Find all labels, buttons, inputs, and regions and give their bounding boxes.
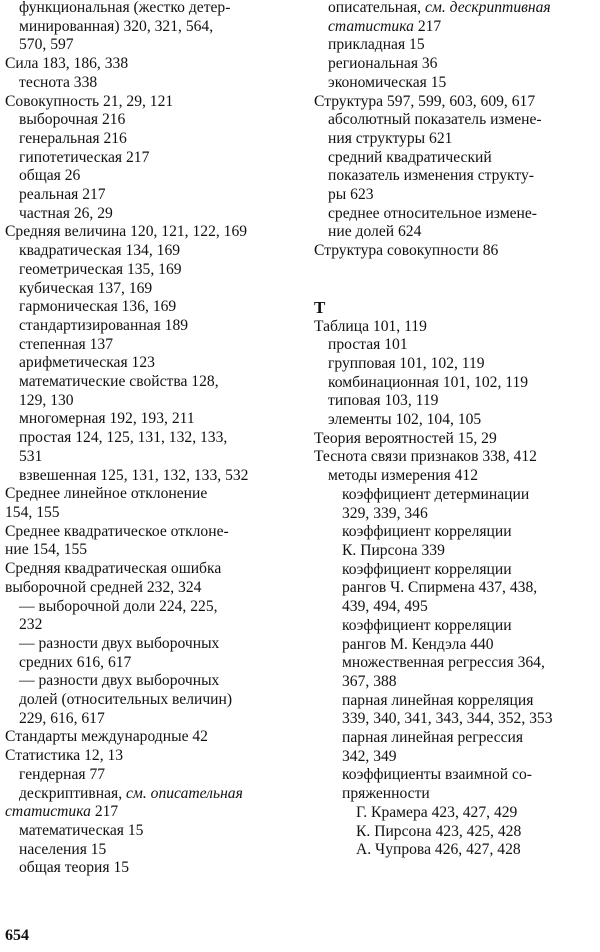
index-subentry: 342, 349 xyxy=(342,747,397,765)
index-subentry: ры 623 xyxy=(328,186,374,204)
index-entry: 154, 155 xyxy=(5,503,60,521)
index-subentry: рангов Ч. Спирмена 437, 438, xyxy=(342,579,538,597)
index-subentry: теснота 338 xyxy=(19,73,98,91)
index-subentry: простая 101 xyxy=(328,336,408,354)
cross-reference: статистика xyxy=(5,803,91,821)
page-number: 654 xyxy=(5,927,29,944)
index-subentry: степенная 137 xyxy=(19,335,113,353)
index-subentry: 229, 616, 617 xyxy=(19,709,105,727)
index-subentry: геометрическая 135, 169 xyxy=(19,260,182,278)
index-subentry: 232 xyxy=(19,616,43,634)
index-subentry: К. Пирсона 423, 425, 428 xyxy=(356,822,522,840)
index-subentry: экономическая 15 xyxy=(328,73,447,91)
index-subentry xyxy=(314,0,598,18)
index-subentry: простая 124, 125, 131, 132, 133, xyxy=(19,429,228,447)
index-subentry: выборочная 216 xyxy=(19,111,126,129)
index-subentry: общая 26 xyxy=(19,167,81,185)
section-gap xyxy=(314,261,598,299)
index-subentry: 339, 340, 341, 343, 344, 352, 353 xyxy=(342,710,553,728)
index-column-right xyxy=(314,0,598,860)
index-entry: Среднее линейное отклонение xyxy=(5,485,208,503)
index-subentry: гендерная 77 xyxy=(19,765,106,783)
index-subentry xyxy=(5,785,295,804)
index-column-left xyxy=(5,0,295,878)
index-entry: Теснота связи признаков 338, 412 xyxy=(314,448,537,466)
index-subentry: гипотетическая 217 xyxy=(19,148,150,166)
index-entry xyxy=(5,803,295,822)
entry-text: описательная, xyxy=(328,0,425,16)
index-entry: Средняя величина 120, 121, 122, 169 xyxy=(5,223,248,241)
index-subentry: 367, 388 xyxy=(342,672,397,690)
index-entry: Структура 597, 599, 603, 609, 617 xyxy=(314,92,536,110)
index-entry: Совокупность 21, 29, 121 xyxy=(5,92,174,110)
index-subentry: функциональная (жестко детер- xyxy=(19,0,231,16)
index-entry: Среднее квадратическое отклоне- xyxy=(5,522,229,540)
entry-text: дескриптивная, xyxy=(19,784,126,802)
index-subentry: региональная 36 xyxy=(328,55,438,73)
index-subentry: абсолютный показатель измене- xyxy=(328,111,542,129)
index-subentry: 439, 494, 495 xyxy=(342,598,428,616)
index-subentry: типовая 103, 119 xyxy=(328,392,439,410)
cross-reference: см. дескриптивная xyxy=(424,0,551,16)
index-subentry: парная линейная корреляция xyxy=(342,691,534,709)
index-subentry: математические свойства 128, xyxy=(19,373,219,391)
index-subentry: методы измерения 412 xyxy=(328,467,478,485)
index-subentry: комбинационная 101, 102, 119 xyxy=(328,373,529,391)
index-subentry: многомерная 192, 193, 211 xyxy=(19,410,195,428)
index-subentry: общая теория 15 xyxy=(19,859,130,877)
section-letter: Т xyxy=(314,297,326,317)
entry-text: 217 xyxy=(413,17,442,35)
index-subentry: ния структуры 621 xyxy=(328,129,453,147)
cross-reference: см. описательная xyxy=(126,784,243,802)
index-entry: Стандарты международные 42 xyxy=(5,728,208,746)
index-subentry: 129, 130 xyxy=(19,391,74,409)
index-subentry: минированная) 320, 321, 564, xyxy=(19,17,214,35)
index-subentry: групповая 101, 102, 119 xyxy=(328,354,485,372)
index-subentry: взвешенная 125, 131, 132, 133, 532 xyxy=(19,466,249,484)
index-subentry: средний квадратический xyxy=(328,148,492,166)
index-subentry: коэффициент корреляции xyxy=(342,523,512,541)
index-subentry: коэффициент детерминации xyxy=(342,485,530,503)
index-subentry: множественная регрессия 364, xyxy=(342,654,545,672)
index-subentry: населения 15 xyxy=(19,840,107,858)
index-subentry: коэффициенты взаимной со- xyxy=(342,766,532,784)
index-subentry: К. Пирсона 339 xyxy=(342,541,445,559)
index-subentry: элементы 102, 104, 105 xyxy=(328,411,482,429)
index-subentry: А. Чупрова 426, 427, 428 xyxy=(356,841,521,859)
index-subentry: стандартизированная 189 xyxy=(19,316,189,334)
index-subentry: рангов М. Кендэла 440 xyxy=(342,635,494,653)
index-subentry: прикладная 15 xyxy=(328,36,425,54)
index-subentry: квадратическая 134, 169 xyxy=(19,242,181,260)
index-subentry: ние долей 624 xyxy=(328,223,422,241)
index-subentry: генеральная 216 xyxy=(19,129,127,147)
index-subentry: коэффициент корреляции xyxy=(342,560,512,578)
index-subentry: реальная 217 xyxy=(19,186,106,204)
index-subentry: пряженности xyxy=(342,785,430,803)
index-subentry: 329, 339, 346 xyxy=(342,504,428,522)
entry-text: 217 xyxy=(90,803,119,821)
index-entry: Сила 183, 186, 338 xyxy=(5,55,129,73)
index-entry: Теория вероятностей 15, 29 xyxy=(314,429,497,447)
index-entry: ние 154, 155 xyxy=(5,541,88,559)
index-entry: Статистика 12, 13 xyxy=(5,747,124,765)
index-subentry: частная 26, 29 xyxy=(19,204,113,222)
index-subentry xyxy=(314,18,598,37)
index-entry: Таблица 101, 119 xyxy=(314,317,427,335)
index-subentry: математическая 15 xyxy=(19,821,144,839)
index-subentry: среднее относительное измене- xyxy=(328,204,537,222)
index-subentry: парная линейная регрессия xyxy=(342,729,524,747)
index-subentry: арифметическая 123 xyxy=(19,354,155,372)
cross-reference: статистика xyxy=(328,17,414,35)
index-entry: Структура совокупности 86 xyxy=(314,242,499,260)
index-subentry: 531 xyxy=(19,447,43,465)
index-subentry: показатель изменения структу- xyxy=(328,167,534,185)
index-subentry: кубическая 137, 169 xyxy=(19,279,153,297)
index-subentry: гармоническая 136, 169 xyxy=(19,298,177,316)
index-subentry: 570, 597 xyxy=(19,36,74,54)
index-entry: Средняя квадратическая ошибка xyxy=(5,560,222,578)
index-subentry: Г. Крамера 423, 427, 429 xyxy=(356,803,518,821)
index-subentry: — разности двух выборочных xyxy=(19,634,220,652)
index-subentry: средних 616, 617 xyxy=(19,653,132,671)
index-subentry: коэффициент корреляции xyxy=(342,616,512,634)
index-subentry: долей (относительных величин) xyxy=(19,691,233,709)
index-subentry: — разности двух выборочных xyxy=(19,672,220,690)
index-entry: выборочной средней 232, 324 xyxy=(5,578,202,596)
index-subentry: — выборочной доли 224, 225, xyxy=(19,597,218,615)
